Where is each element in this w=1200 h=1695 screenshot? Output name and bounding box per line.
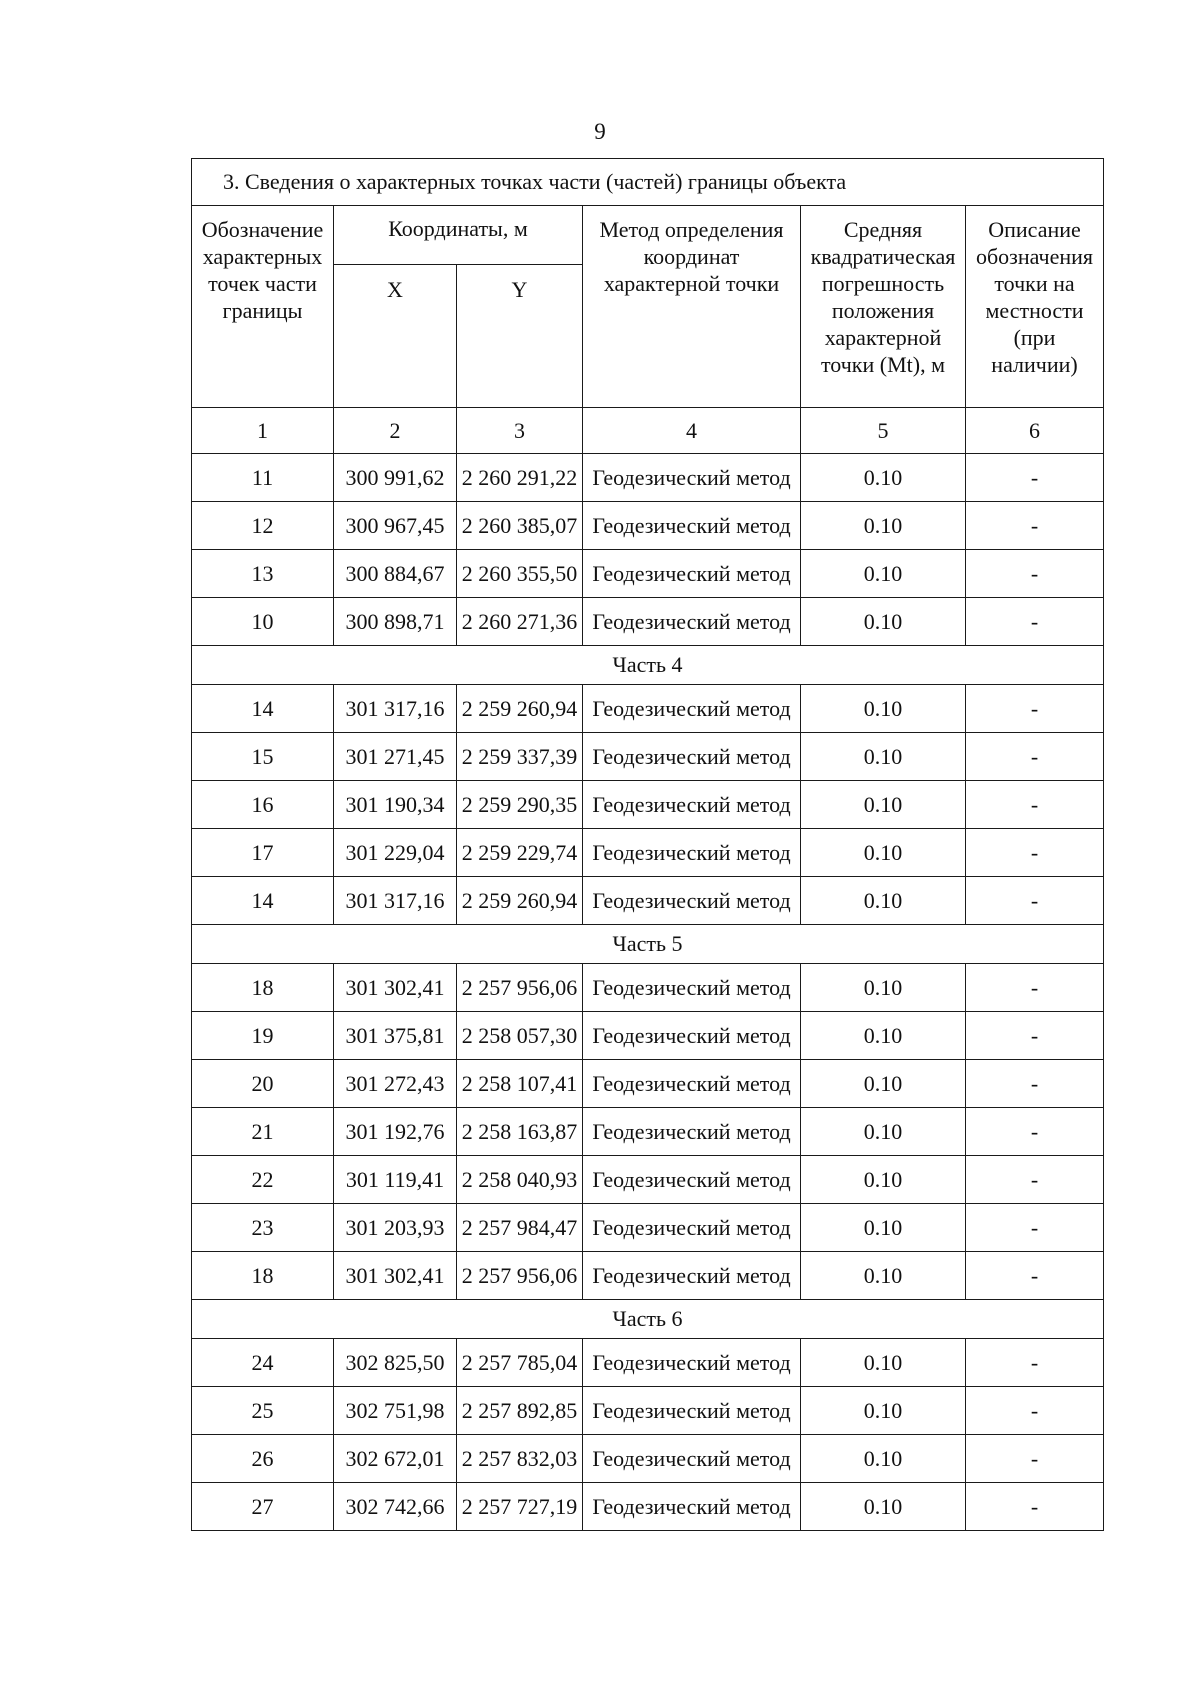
point-id-cell: 16 [192,781,334,829]
table-row [192,781,1104,829]
point-id-cell: 14 [192,685,334,733]
table-row [192,964,1104,1012]
point-id-cell: 18 [192,1252,334,1300]
error-cell: 0.10 [801,502,966,550]
section-row [192,1300,1104,1339]
header-line: координат [643,244,740,269]
method-cell: Геодезический метод [583,733,801,781]
method-cell: Геодезический метод [583,1252,801,1300]
method-cell: Геодезический метод [583,1012,801,1060]
header-line: границы [222,298,303,323]
method-cell: Геодезический метод [583,829,801,877]
point-id-cell: 14 [192,877,334,925]
point-id-cell: 20 [192,1060,334,1108]
header-line: характерных [202,244,323,269]
error-cell: 0.10 [801,1012,966,1060]
table-row [192,829,1104,877]
y-coordinate-cell: 2 259 260,94 [457,877,583,925]
table-row [192,1387,1104,1435]
y-coordinate-cell: 2 257 956,06 [457,964,583,1012]
method-cell: Геодезический метод [583,685,801,733]
y-coordinate-cell: 2 257 832,03 [457,1435,583,1483]
description-cell: - [966,502,1104,550]
y-coordinate-cell: 2 259 229,74 [457,829,583,877]
column-number: 5 [801,408,966,454]
description-cell: - [966,1339,1104,1387]
description-cell: - [966,1204,1104,1252]
column-number: 2 [334,408,457,454]
table-row [192,1156,1104,1204]
section-row [192,646,1104,685]
error-cell: 0.10 [801,829,966,877]
error-cell: 0.10 [801,1204,966,1252]
x-coordinate-cell: 301 302,41 [334,964,457,1012]
point-id-cell: 12 [192,502,334,550]
table-row [192,550,1104,598]
header-coordinates: Координаты, м [334,206,583,265]
point-id-cell: 10 [192,598,334,646]
table-row [192,502,1104,550]
x-coordinate-cell: 301 317,16 [334,877,457,925]
x-coordinate-cell: 301 271,45 [334,733,457,781]
boundary-points-table [191,158,1104,1531]
x-coordinate-cell: 301 119,41 [334,1156,457,1204]
table-row [192,1435,1104,1483]
table-row [192,1339,1104,1387]
point-id-cell: 11 [192,454,334,502]
y-coordinate-cell: 2 257 785,04 [457,1339,583,1387]
header-line: наличии) [991,352,1078,377]
column-number: 1 [192,408,334,454]
header-line: точек части [208,271,317,296]
table-row [192,454,1104,502]
point-id-cell: 22 [192,1156,334,1204]
column-number: 4 [583,408,801,454]
y-coordinate-cell: 2 257 892,85 [457,1387,583,1435]
header-point-designation [192,206,334,408]
y-coordinate-cell: 2 260 355,50 [457,550,583,598]
header-line: точки (Mt), м [820,352,946,377]
y-coordinate-cell: 2 258 107,41 [457,1060,583,1108]
description-cell: - [966,781,1104,829]
header-line: Обозначение [201,217,324,242]
method-cell: Геодезический метод [583,1156,801,1204]
method-cell: Геодезический метод [583,454,801,502]
error-cell: 0.10 [801,685,966,733]
x-coordinate-cell: 301 190,34 [334,781,457,829]
header-x: X [334,265,457,408]
error-cell: 0.10 [801,1483,966,1531]
header-line: погрешность [821,271,945,296]
error-cell: 0.10 [801,1108,966,1156]
x-coordinate-cell: 301 317,16 [334,685,457,733]
table-row [192,1060,1104,1108]
header-line: квадратическая [810,244,956,269]
header-line: точки на [994,271,1075,296]
description-cell: - [966,733,1104,781]
table-row [192,1483,1104,1531]
x-coordinate-cell: 301 229,04 [334,829,457,877]
header-line: Метод определения [599,217,784,242]
table-title: 3. Сведения о характерных точках части (частей) границы объекта [192,159,1104,206]
method-cell: Геодезический метод [583,964,801,1012]
method-cell: Геодезический метод [583,781,801,829]
column-number-row [192,408,1104,454]
x-coordinate-cell: 300 967,45 [334,502,457,550]
y-coordinate-cell: 2 258 057,30 [457,1012,583,1060]
y-coordinate-cell: 2 260 271,36 [457,598,583,646]
table-row [192,685,1104,733]
x-coordinate-cell: 301 272,43 [334,1060,457,1108]
error-cell: 0.10 [801,1435,966,1483]
error-cell: 0.10 [801,454,966,502]
method-cell: Геодезический метод [583,502,801,550]
error-cell: 0.10 [801,877,966,925]
description-cell: - [966,877,1104,925]
description-cell: - [966,1156,1104,1204]
x-coordinate-cell: 301 375,81 [334,1012,457,1060]
error-cell: 0.10 [801,781,966,829]
description-cell: - [966,1108,1104,1156]
description-cell: - [966,550,1104,598]
section-title: Часть 5 [192,925,1104,964]
point-id-cell: 24 [192,1339,334,1387]
error-cell: 0.10 [801,550,966,598]
header-row [192,206,1104,265]
error-cell: 0.10 [801,1252,966,1300]
description-cell: - [966,1012,1104,1060]
table-row [192,1252,1104,1300]
y-coordinate-cell: 2 258 040,93 [457,1156,583,1204]
header-line: характерной [824,325,942,350]
method-cell: Геодезический метод [583,550,801,598]
table-row [192,1204,1104,1252]
section-title: Часть 6 [192,1300,1104,1339]
description-cell: - [966,1060,1104,1108]
point-id-cell: 18 [192,964,334,1012]
x-coordinate-cell: 301 302,41 [334,1252,457,1300]
header-y: Y [457,265,583,408]
description-cell: - [966,685,1104,733]
x-coordinate-cell: 300 884,67 [334,550,457,598]
point-id-cell: 27 [192,1483,334,1531]
error-cell: 0.10 [801,1156,966,1204]
method-cell: Геодезический метод [583,1060,801,1108]
description-cell: - [966,1252,1104,1300]
description-cell: - [966,1387,1104,1435]
table-title-row [192,159,1104,206]
x-coordinate-cell: 300 898,71 [334,598,457,646]
column-number: 3 [457,408,583,454]
description-cell: - [966,598,1104,646]
x-coordinate-cell: 302 825,50 [334,1339,457,1387]
x-coordinate-cell: 302 672,01 [334,1435,457,1483]
method-cell: Геодезический метод [583,1204,801,1252]
table-row [192,1012,1104,1060]
y-coordinate-cell: 2 259 290,35 [457,781,583,829]
y-coordinate-cell: 2 257 956,06 [457,1252,583,1300]
method-cell: Геодезический метод [583,877,801,925]
error-cell: 0.10 [801,1387,966,1435]
x-coordinate-cell: 300 991,62 [334,454,457,502]
header-line: обозначения [975,244,1094,269]
table-row [192,877,1104,925]
x-coordinate-cell: 301 192,76 [334,1108,457,1156]
point-id-cell: 19 [192,1012,334,1060]
header-mean-square-error [801,206,966,408]
method-cell: Геодезический метод [583,1387,801,1435]
header-line: положения [831,298,935,323]
y-coordinate-cell: 2 258 163,87 [457,1108,583,1156]
error-cell: 0.10 [801,1339,966,1387]
column-number: 6 [966,408,1104,454]
header-line: характерной точки [603,271,780,296]
error-cell: 0.10 [801,1060,966,1108]
y-coordinate-cell: 2 260 291,22 [457,454,583,502]
header-description [966,206,1104,408]
error-cell: 0.10 [801,733,966,781]
error-cell: 0.10 [801,598,966,646]
table-row [192,1108,1104,1156]
header-line: Описание [988,217,1081,242]
point-id-cell: 21 [192,1108,334,1156]
section-row [192,925,1104,964]
header-method [583,206,801,408]
method-cell: Геодезический метод [583,1483,801,1531]
method-cell: Геодезический метод [583,1435,801,1483]
description-cell: - [966,1483,1104,1531]
y-coordinate-cell: 2 260 385,07 [457,502,583,550]
y-coordinate-cell: 2 259 260,94 [457,685,583,733]
point-id-cell: 25 [192,1387,334,1435]
table-row [192,733,1104,781]
method-cell: Геодезический метод [583,1108,801,1156]
x-coordinate-cell: 302 742,66 [334,1483,457,1531]
section-title: Часть 4 [192,646,1104,685]
description-cell: - [966,1435,1104,1483]
table-row [192,598,1104,646]
error-cell: 0.10 [801,964,966,1012]
description-cell: - [966,829,1104,877]
point-id-cell: 17 [192,829,334,877]
point-id-cell: 23 [192,1204,334,1252]
point-id-cell: 26 [192,1435,334,1483]
method-cell: Геодезический метод [583,598,801,646]
x-coordinate-cell: 302 751,98 [334,1387,457,1435]
point-id-cell: 15 [192,733,334,781]
description-cell: - [966,454,1104,502]
y-coordinate-cell: 2 259 337,39 [457,733,583,781]
point-id-cell: 13 [192,550,334,598]
header-line: (при [1013,325,1056,350]
y-coordinate-cell: 2 257 984,47 [457,1204,583,1252]
page-number: 9 [594,119,606,144]
x-coordinate-cell: 301 203,93 [334,1204,457,1252]
header-line: местности [985,298,1084,323]
header-line: Средняя [843,217,923,242]
y-coordinate-cell: 2 257 727,19 [457,1483,583,1531]
method-cell: Геодезический метод [583,1339,801,1387]
description-cell: - [966,964,1104,1012]
